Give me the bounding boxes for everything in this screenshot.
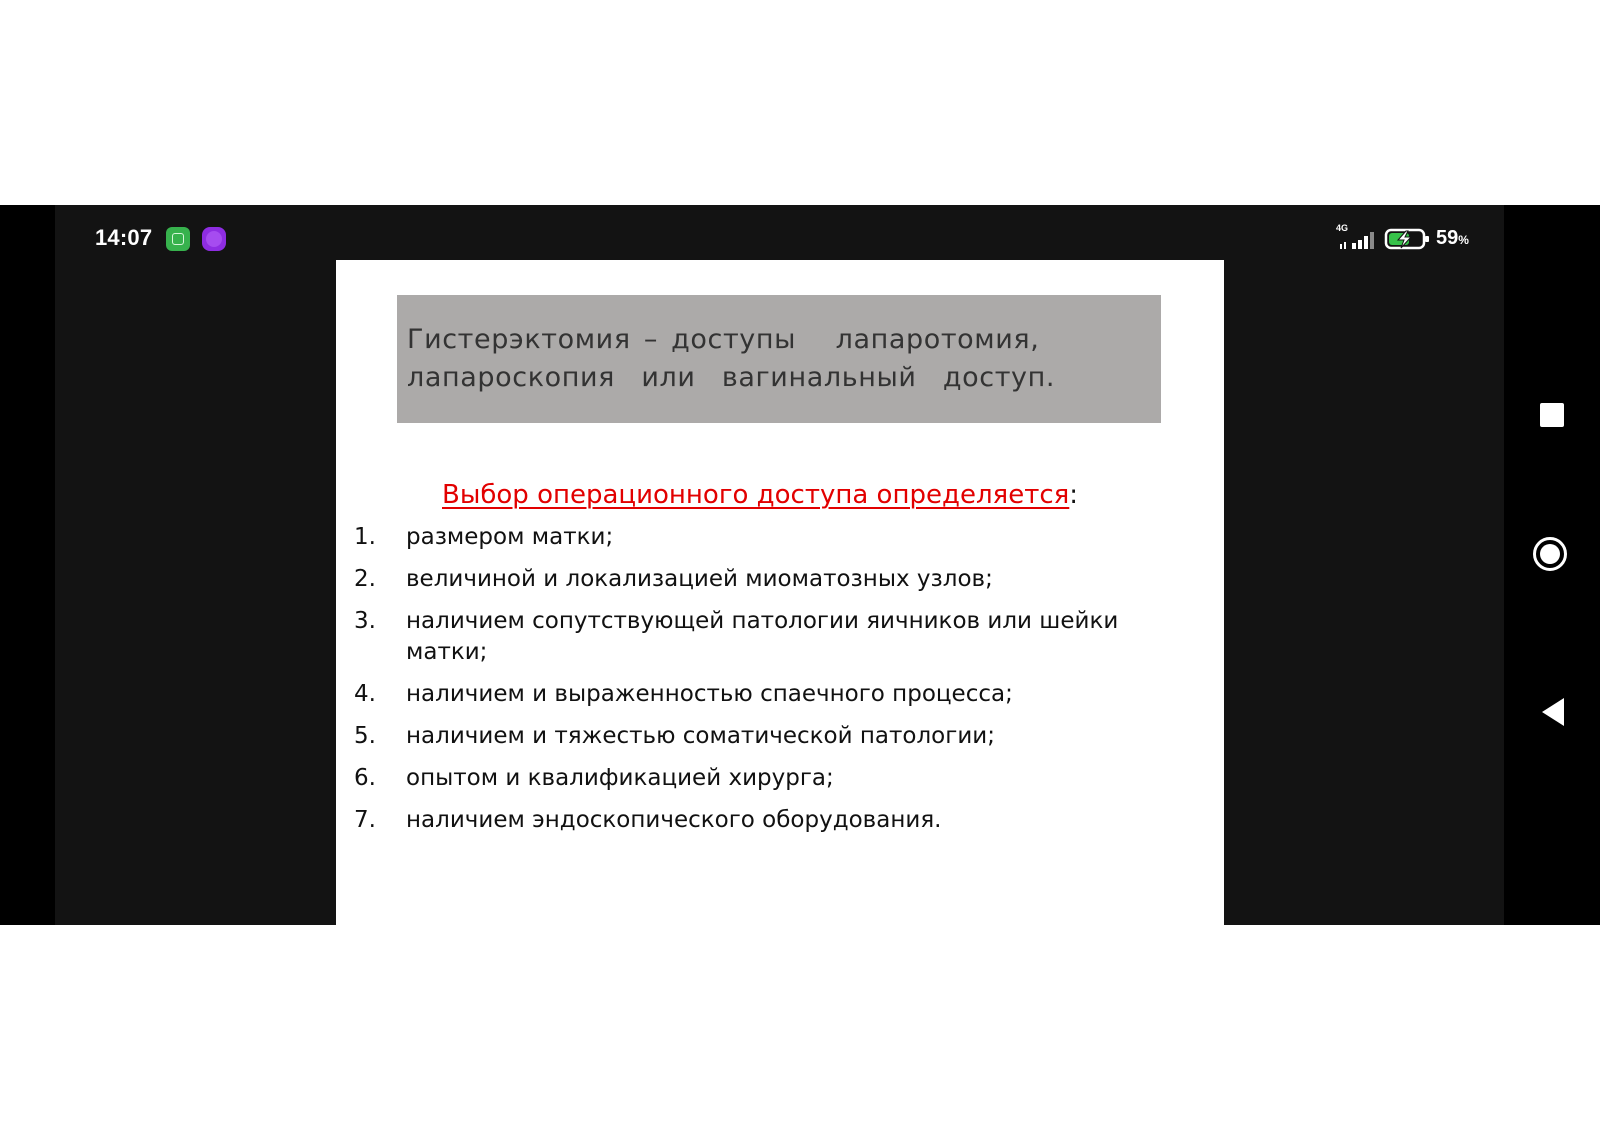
criteria-list [354, 522, 1174, 847]
network-type-label: 4G [1336, 223, 1349, 233]
list-item-text: наличием и тяжестью соматической патологии; [406, 723, 995, 749]
screen-left-edge [0, 205, 55, 925]
phone-screen [0, 205, 1600, 925]
green-app-notification-icon [166, 227, 190, 251]
list-item [354, 606, 1174, 668]
purple-app-notification-icon [202, 227, 226, 251]
list-item-text: наличием эндоскопического оборудования. [406, 807, 942, 833]
list-item-text: величиной и локализацией миоматозных узлов; [406, 566, 993, 592]
system-navigation-bar [1504, 205, 1600, 925]
signal-icon [1338, 231, 1378, 251]
battery-percent-value: 59 [1436, 227, 1459, 249]
list-item [354, 721, 1174, 752]
battery-percent [1436, 227, 1469, 250]
list-item [354, 564, 1174, 595]
slide-heading-colon: : [1069, 480, 1079, 510]
presentation-slide [336, 260, 1224, 925]
list-item-number: 3. [354, 608, 376, 634]
status-time: 14:07 [95, 225, 153, 250]
list-item-number: 5. [354, 723, 376, 749]
list-item [354, 679, 1174, 710]
list-item [354, 763, 1174, 794]
list-item-text: опытом и квалификацией хирурга; [406, 765, 834, 791]
list-item [354, 805, 1174, 836]
recents-square-icon[interactable] [1540, 403, 1564, 427]
slide-title: Гистерэктомия – доступы лапаротомия, лапароскопия или вагинальный доступ. [407, 324, 1056, 393]
list-item-text: наличием сопутствующей патологии яичников или шейки матки; [406, 608, 1119, 665]
status-right [1336, 223, 1476, 253]
slide-heading-underlined: Выбор операционного доступа определяется [442, 480, 1070, 510]
list-item-number: 1. [354, 524, 376, 550]
slide-heading [442, 477, 1142, 513]
list-item [354, 522, 1174, 553]
battery-percent-sign: % [1458, 233, 1469, 247]
home-circle-icon[interactable] [1533, 537, 1567, 571]
list-item-text: наличием и выраженностью спаечного процесса; [406, 681, 1013, 707]
list-item-number: 2. [354, 566, 376, 592]
list-item-number: 4. [354, 681, 376, 707]
slide-title-box [397, 295, 1161, 423]
list-item-number: 7. [354, 807, 376, 833]
list-item-number: 6. [354, 765, 376, 791]
battery-charging-icon [1384, 227, 1430, 251]
back-triangle-icon[interactable] [1542, 698, 1564, 726]
list-item-text: размером матки; [406, 524, 614, 550]
